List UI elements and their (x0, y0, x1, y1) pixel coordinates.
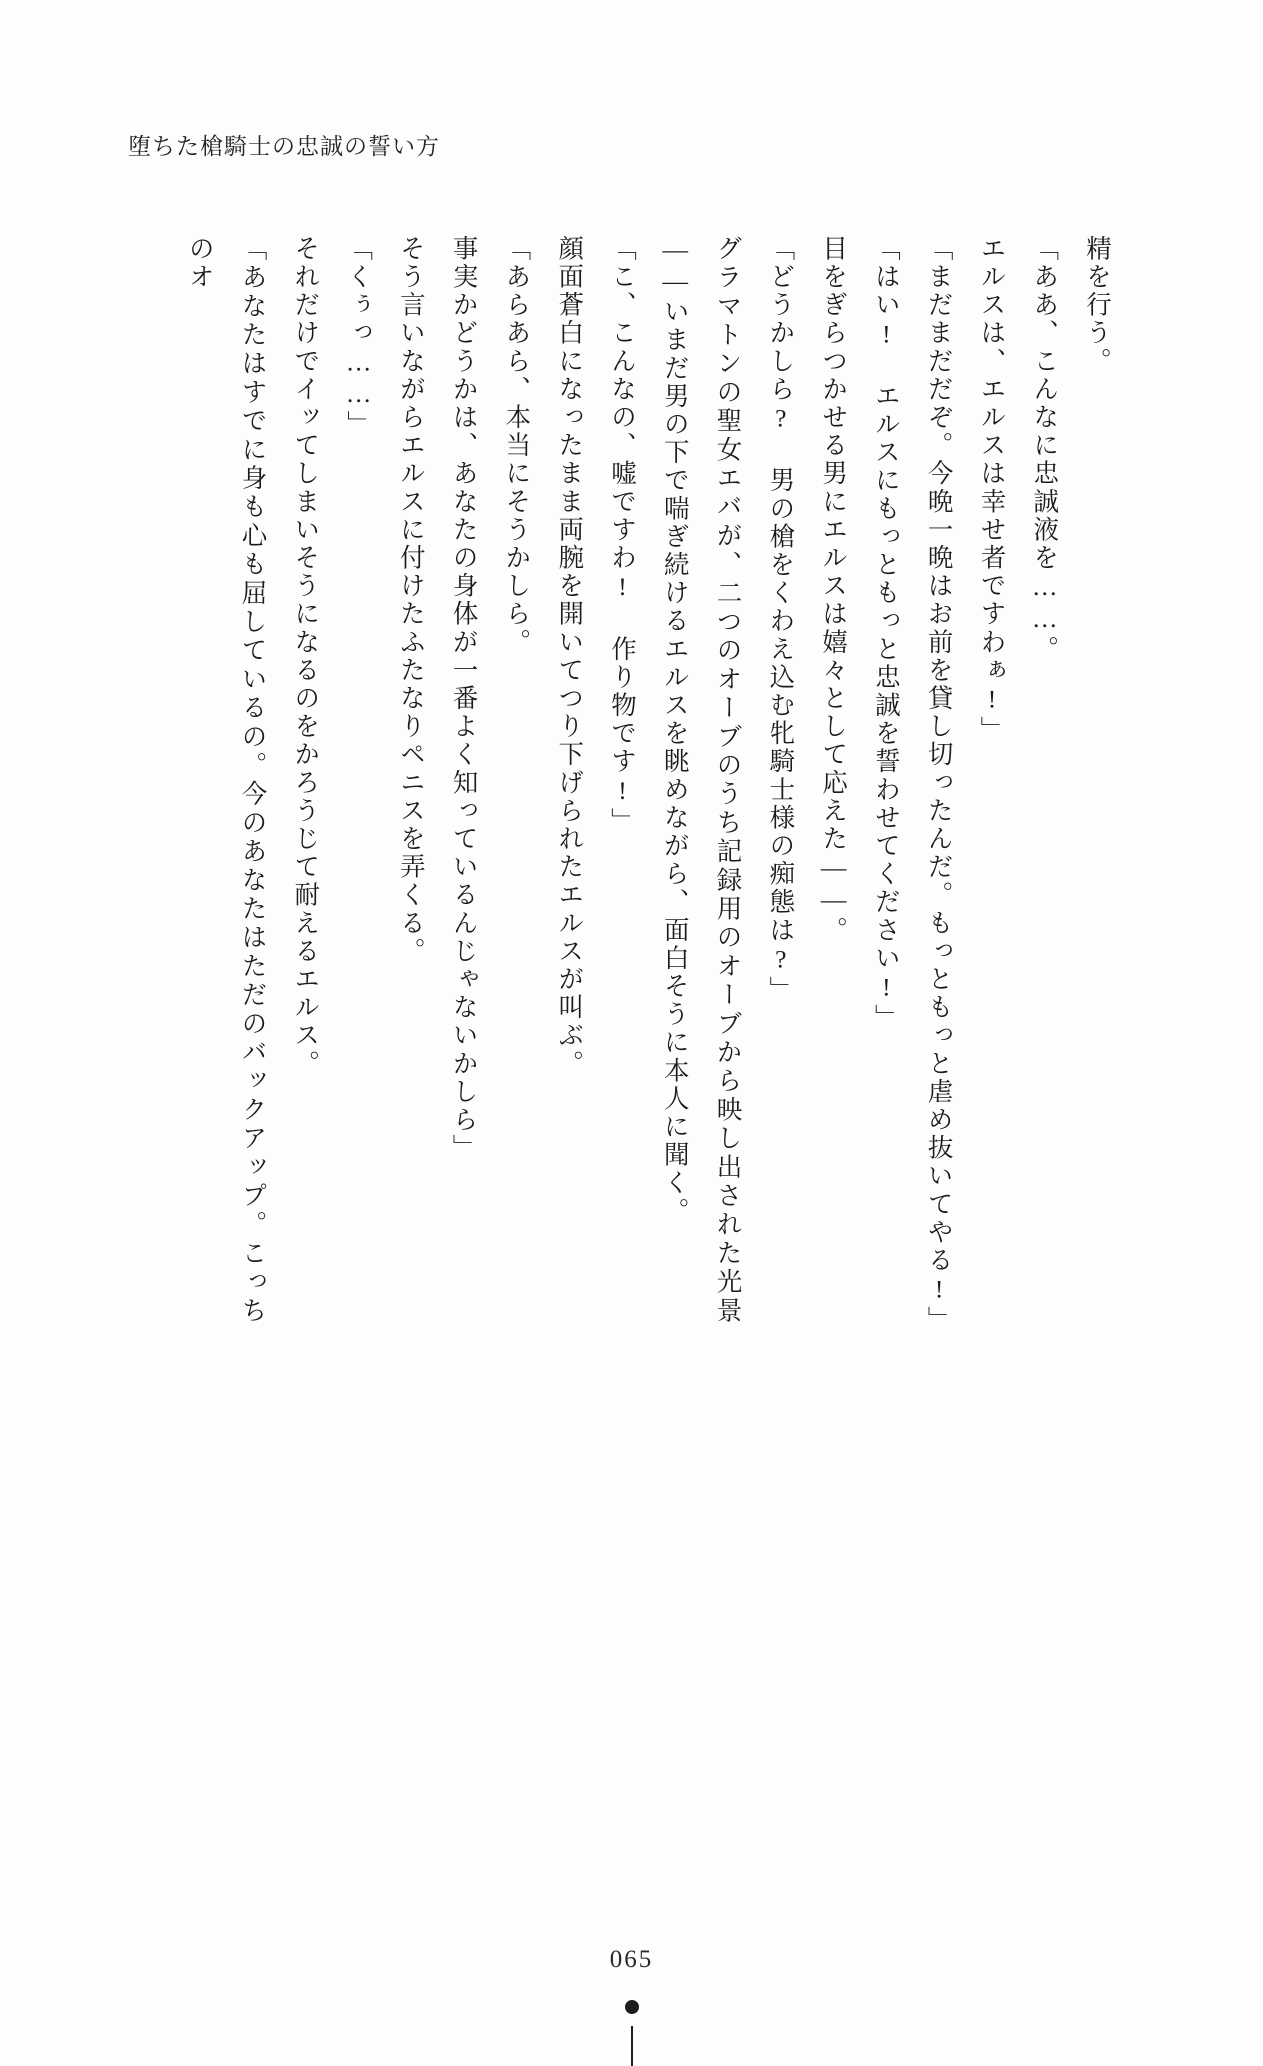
paragraph: 「あらあら、本当にそうかしら。 (502, 235, 532, 657)
paragraph: 「ああ、こんなに忠誠液を……。 (1030, 235, 1060, 664)
paragraph: それだけでイッてしまいそうになるのをかろうじて耐えるエルス。 (291, 235, 321, 1078)
paragraph: 顔面蒼白になったまま両腕を開いてつり下げられたエルスが叫ぶ。 (555, 235, 585, 1078)
paragraph: 事実かどうかは、あなたの身体が一番よく知っているんじゃないかしら」 (449, 235, 479, 1163)
running-header: 堕ちた槍騎士の忠誠の誓い方 (128, 134, 440, 159)
paragraph: そう言いながらエルスに付けたふたなりペニスを弄くる。 (396, 235, 426, 966)
body-text-block (185, 235, 1123, 1335)
bottom-decoration-mark (619, 2000, 645, 2066)
paragraph: 「どうかしら? 男の槍をくわえ込む牝騎士様の痴態は?」 (766, 235, 796, 1005)
paragraph: 精を行う。 (1083, 235, 1112, 376)
paragraph: 「こ、こんなの、嘘ですわ! 作り物です!」 (607, 235, 637, 836)
vertical-rule-icon (631, 2026, 633, 2066)
paragraph: エルスは、エルスは幸せ者ですわぁ!」 (977, 235, 1007, 745)
page-number: 065 (609, 1946, 654, 1973)
paragraph: 「まだまだだぞ。今晩一晩はお前を貸し切ったんだ。もっともっと虐め抜いてやる!」 (924, 235, 954, 1335)
paragraph: 「はい! エルスにもっともっと忠誠を誓わせてください!」 (871, 235, 901, 1033)
paragraph: 目をぎらつかせる男にエルスは嬉々として応えた——。 (819, 235, 849, 945)
paragraph: 「あなたはすでに身も心も屈しているの。今のあなたはただのバックアップ。こっちのオ (185, 235, 268, 1325)
paragraph: グラマトンの聖女エバが、二つのオーブのうち記録用のオーブから映し出された光景——いまだ男の下で喘ぎ続けるエルスを眺めながら、面白そうに本人に聞く。 (660, 235, 743, 1325)
paragraph: 「くぅっ……」 (344, 235, 374, 439)
dot-icon (625, 2000, 639, 2014)
